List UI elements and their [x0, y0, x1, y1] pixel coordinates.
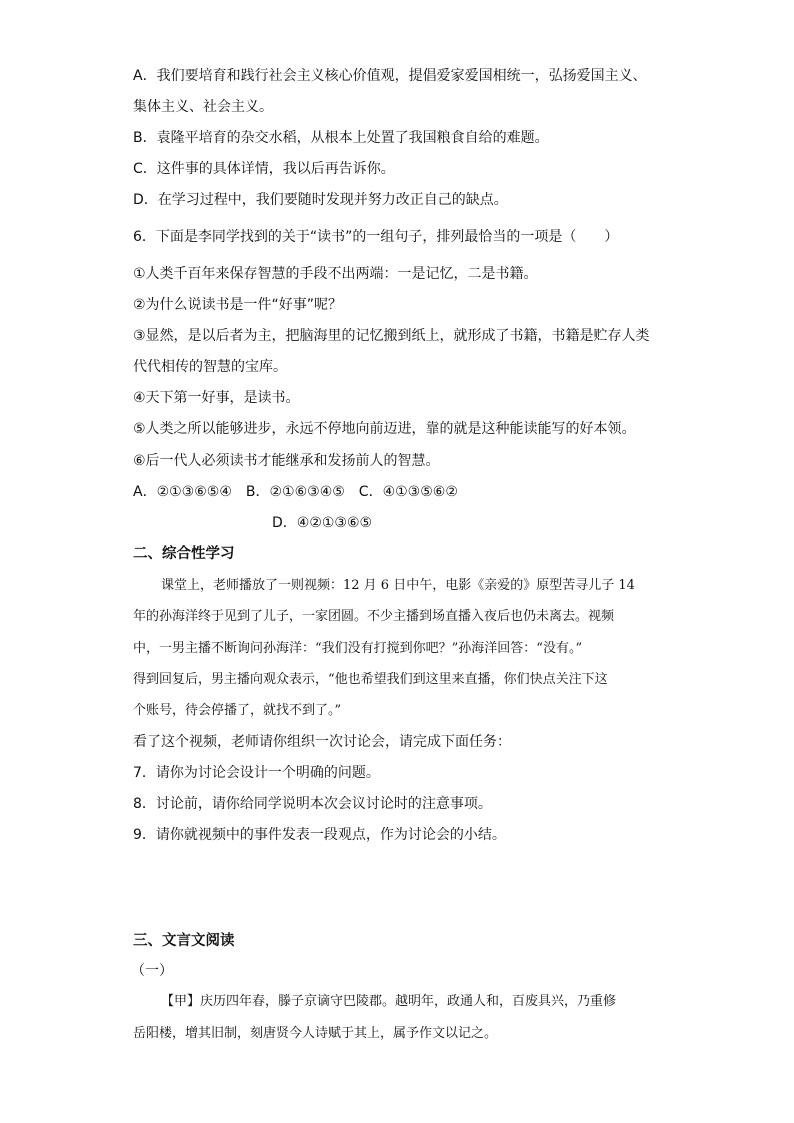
section-2-passage-line5: 个账号，待会停播了，就找不到了。”: [133, 703, 342, 718]
section-3-heading: 三、文言文阅读: [133, 933, 235, 949]
q5-option-b: B．袁隆平培育的杂交水稻，从根本上处置了我国粮食自给的难题。: [133, 130, 549, 146]
section-2-intro: 看了这个视频，老师请你组织一次讨论会，请完成下面任务：: [133, 734, 511, 750]
q6-option-d: D．④②①③⑥⑤: [272, 515, 373, 531]
section-3-passage-line1: 【甲】庆历四年春，滕子京谪守巴陵郡。越明年，政通人和，百废具兴，乃重修: [161, 994, 617, 1009]
section-2-passage-line1: 课堂上，老师播放了一则视频：12 月 6 日中午，电影《亲爱的》原型苦寻儿子 14: [161, 578, 635, 593]
q5-option-a-line1: A．我们要培育和践行社会主义核心价值观，提倡爱家爱国相统一，弘扬爱国主义、: [133, 68, 647, 84]
q6-sentence-1: ①人类千百年来保存智慧的手段不出两端：一是记忆，二是书籍。: [133, 266, 538, 282]
q5-option-c: C．这件事的具体详情，我以后再告诉你。: [133, 161, 395, 177]
question-8: 8．讨论前，请你给同学说明本次会议讨论时的注意事项。: [133, 796, 492, 812]
q6-sentence-3-line1: ③显然，是以后者为主，把脑海里的记忆搬到纸上，就形成了书籍，书籍是贮存人类: [133, 328, 650, 344]
q6-sentence-5: ⑤人类之所以能够进步，永远不停地向前迈进，靠的就是这种能读能写的好本领。: [133, 421, 636, 437]
q6-sentence-3-line2: 代代相传的智慧的宝库。: [133, 359, 287, 375]
q6-options-abc: A．②①③⑥⑤④ B．②①⑥③④⑤ C．④①③⑤⑥②: [133, 484, 458, 500]
section-2-passage-line2: 年的孙海洋终于见到了儿子，一家团圆。不少主播到场直播入夜后也仍未离去。视频: [133, 609, 615, 624]
q6-sentence-2: ②为什么说读书是一件“好事”呢？: [133, 297, 343, 313]
q5-option-a-line2: 集体主义、社会主义。: [133, 99, 273, 115]
section-3-subheading: （一）: [131, 963, 173, 979]
q6-stem: 6．下面是李同学找到的关于“读书”的一组句子，排列最恰当的一项是（ ）: [133, 229, 619, 245]
q5-option-d: D．在学习过程中，我们要随时发现并努力改正自己的缺点。: [133, 192, 508, 208]
q6-sentence-6: ⑥后一代人必须读书才能继承和发扬前人的智慧。: [133, 453, 440, 469]
question-7: 7．请你为讨论会设计一个明确的问题。: [133, 765, 380, 781]
section-3-passage-line2: 岳阳楼，增其旧制，刻唐贤今人诗赋于其上，属予作文以记之。: [133, 1026, 498, 1041]
q6-sentence-4: ④天下第一好事，是读书。: [133, 390, 300, 406]
section-2-passage-line4: 得到回复后，男主播向观众表示，“他也希望我们到这里来直播，你们快点关注下这: [133, 672, 608, 687]
section-2-heading: 二、综合性学习: [133, 546, 235, 562]
question-9: 9．请你就视频中的事件发表一段观点，作为讨论会的小结。: [133, 827, 506, 843]
section-2-passage-line3: 中，一男主播不断询问孙海洋：“我们没有打搅到你吧？”孙海洋回答：“没有。”: [133, 641, 583, 656]
